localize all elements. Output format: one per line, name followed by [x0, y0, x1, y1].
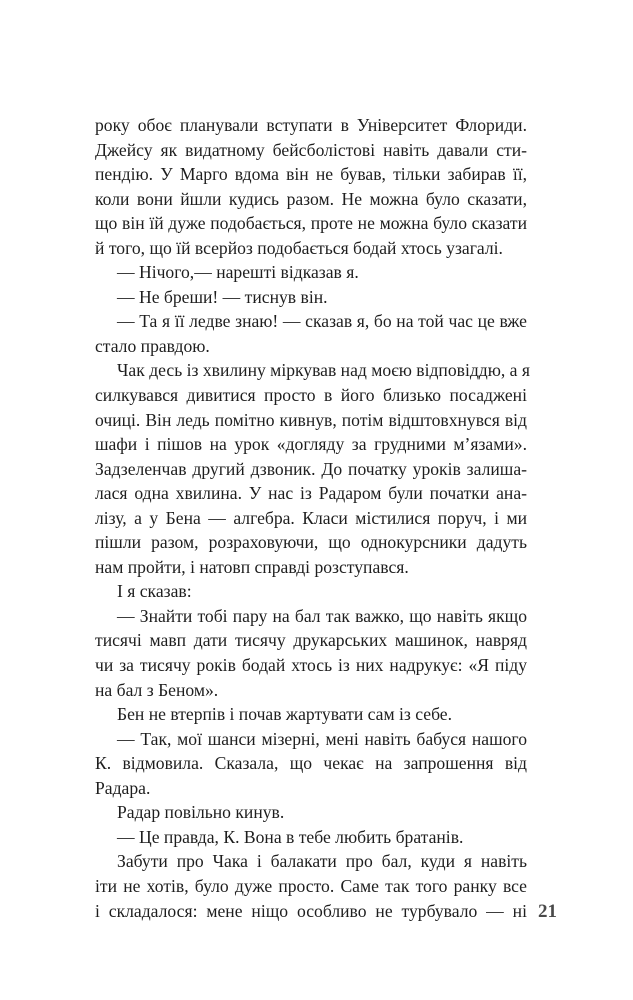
text-line: силкувався дивитися просто в його близько посаджені	[95, 385, 527, 406]
text-line: Чак десь із хвилину міркував над моєю відповіддю, а я	[117, 360, 530, 381]
text-line: пендію. У Марго вдома він не бував, тільки забирав її,	[95, 164, 527, 185]
text-line: — Та я її ледве знаю! — сказав я, бо на той час це вже	[117, 311, 527, 332]
page-number: 21	[538, 901, 557, 922]
text-line: пішли разом, розраховуючи, що однокурсники дадуть	[95, 532, 527, 553]
page-text	[95, 113, 530, 923]
text-line: року обоє планували вступати в Університет Флориди.	[95, 115, 527, 135]
text-line: тисячі мавп дати тисячу друкарських машинок, навряд	[95, 630, 527, 651]
text-line: — Знайти тобі пару на бал так важко, що навіть якщо	[117, 605, 527, 626]
text-line: Радара.	[95, 777, 151, 798]
text-line: — Не бреши! — тиснув він.	[117, 286, 328, 307]
text-line: К. відмовила. Сказала, що чекає на запрошення від	[95, 753, 527, 774]
text-line: коли вони йшли кудись разом. Не можна було сказати,	[95, 188, 527, 209]
text-line: — Нічого,— нарешті відказав я.	[117, 262, 359, 283]
text-line: Радар повільно кинув.	[117, 802, 285, 823]
text-line: іти не хотів, було дуже просто. Саме так того ранку все	[95, 875, 527, 896]
text-line: що він їй дуже подобається, проте не можна було сказати	[95, 213, 527, 234]
text-line: Джейсу як видатному бейсболістові навіть давали сти-	[95, 139, 527, 160]
text-line: Забути про Чака і балакати про бал, куди я навіть	[117, 851, 527, 872]
text-line: на бал з Беном».	[95, 679, 219, 700]
text-line: Бен не втерпів і почав жартувати сам із себе.	[117, 704, 453, 725]
text-line: І я сказав:	[117, 581, 192, 602]
text-line: лася одна хвилина. У нас із Радаром були початки ана-	[95, 483, 527, 504]
text-line: стало правдою.	[95, 335, 210, 356]
text-line: — Це правда, К. Вона в тебе любить братанів.	[117, 826, 464, 847]
text-line: — Так, мої шанси мізерні, мені навіть бабуся нашого	[117, 728, 527, 749]
text-line: Задзеленчав другий дзвоник. До початку уроків залиша-	[95, 458, 527, 479]
text-line: очиці. Він ледь помітно кивнув, потім відштовхнувся від	[95, 409, 527, 430]
text-line: і складалося: мене ніщо особливо не турбувало — ні	[95, 900, 527, 921]
text-line: чи за тисячу років бодай хтось із них надрукує: «Я піду	[95, 655, 527, 676]
text-line: нам пройти, і натовп справді розступався.	[95, 556, 409, 577]
text-line: й того, що їй всерйоз подобається бодай хтось узагалі.	[95, 237, 503, 258]
text-line: шафи і пішов на урок «догляду за грудними м’язами».	[95, 434, 527, 455]
text-line: лізу, а у Бена — алгебра. Класи містилися поруч, і ми	[95, 507, 527, 528]
